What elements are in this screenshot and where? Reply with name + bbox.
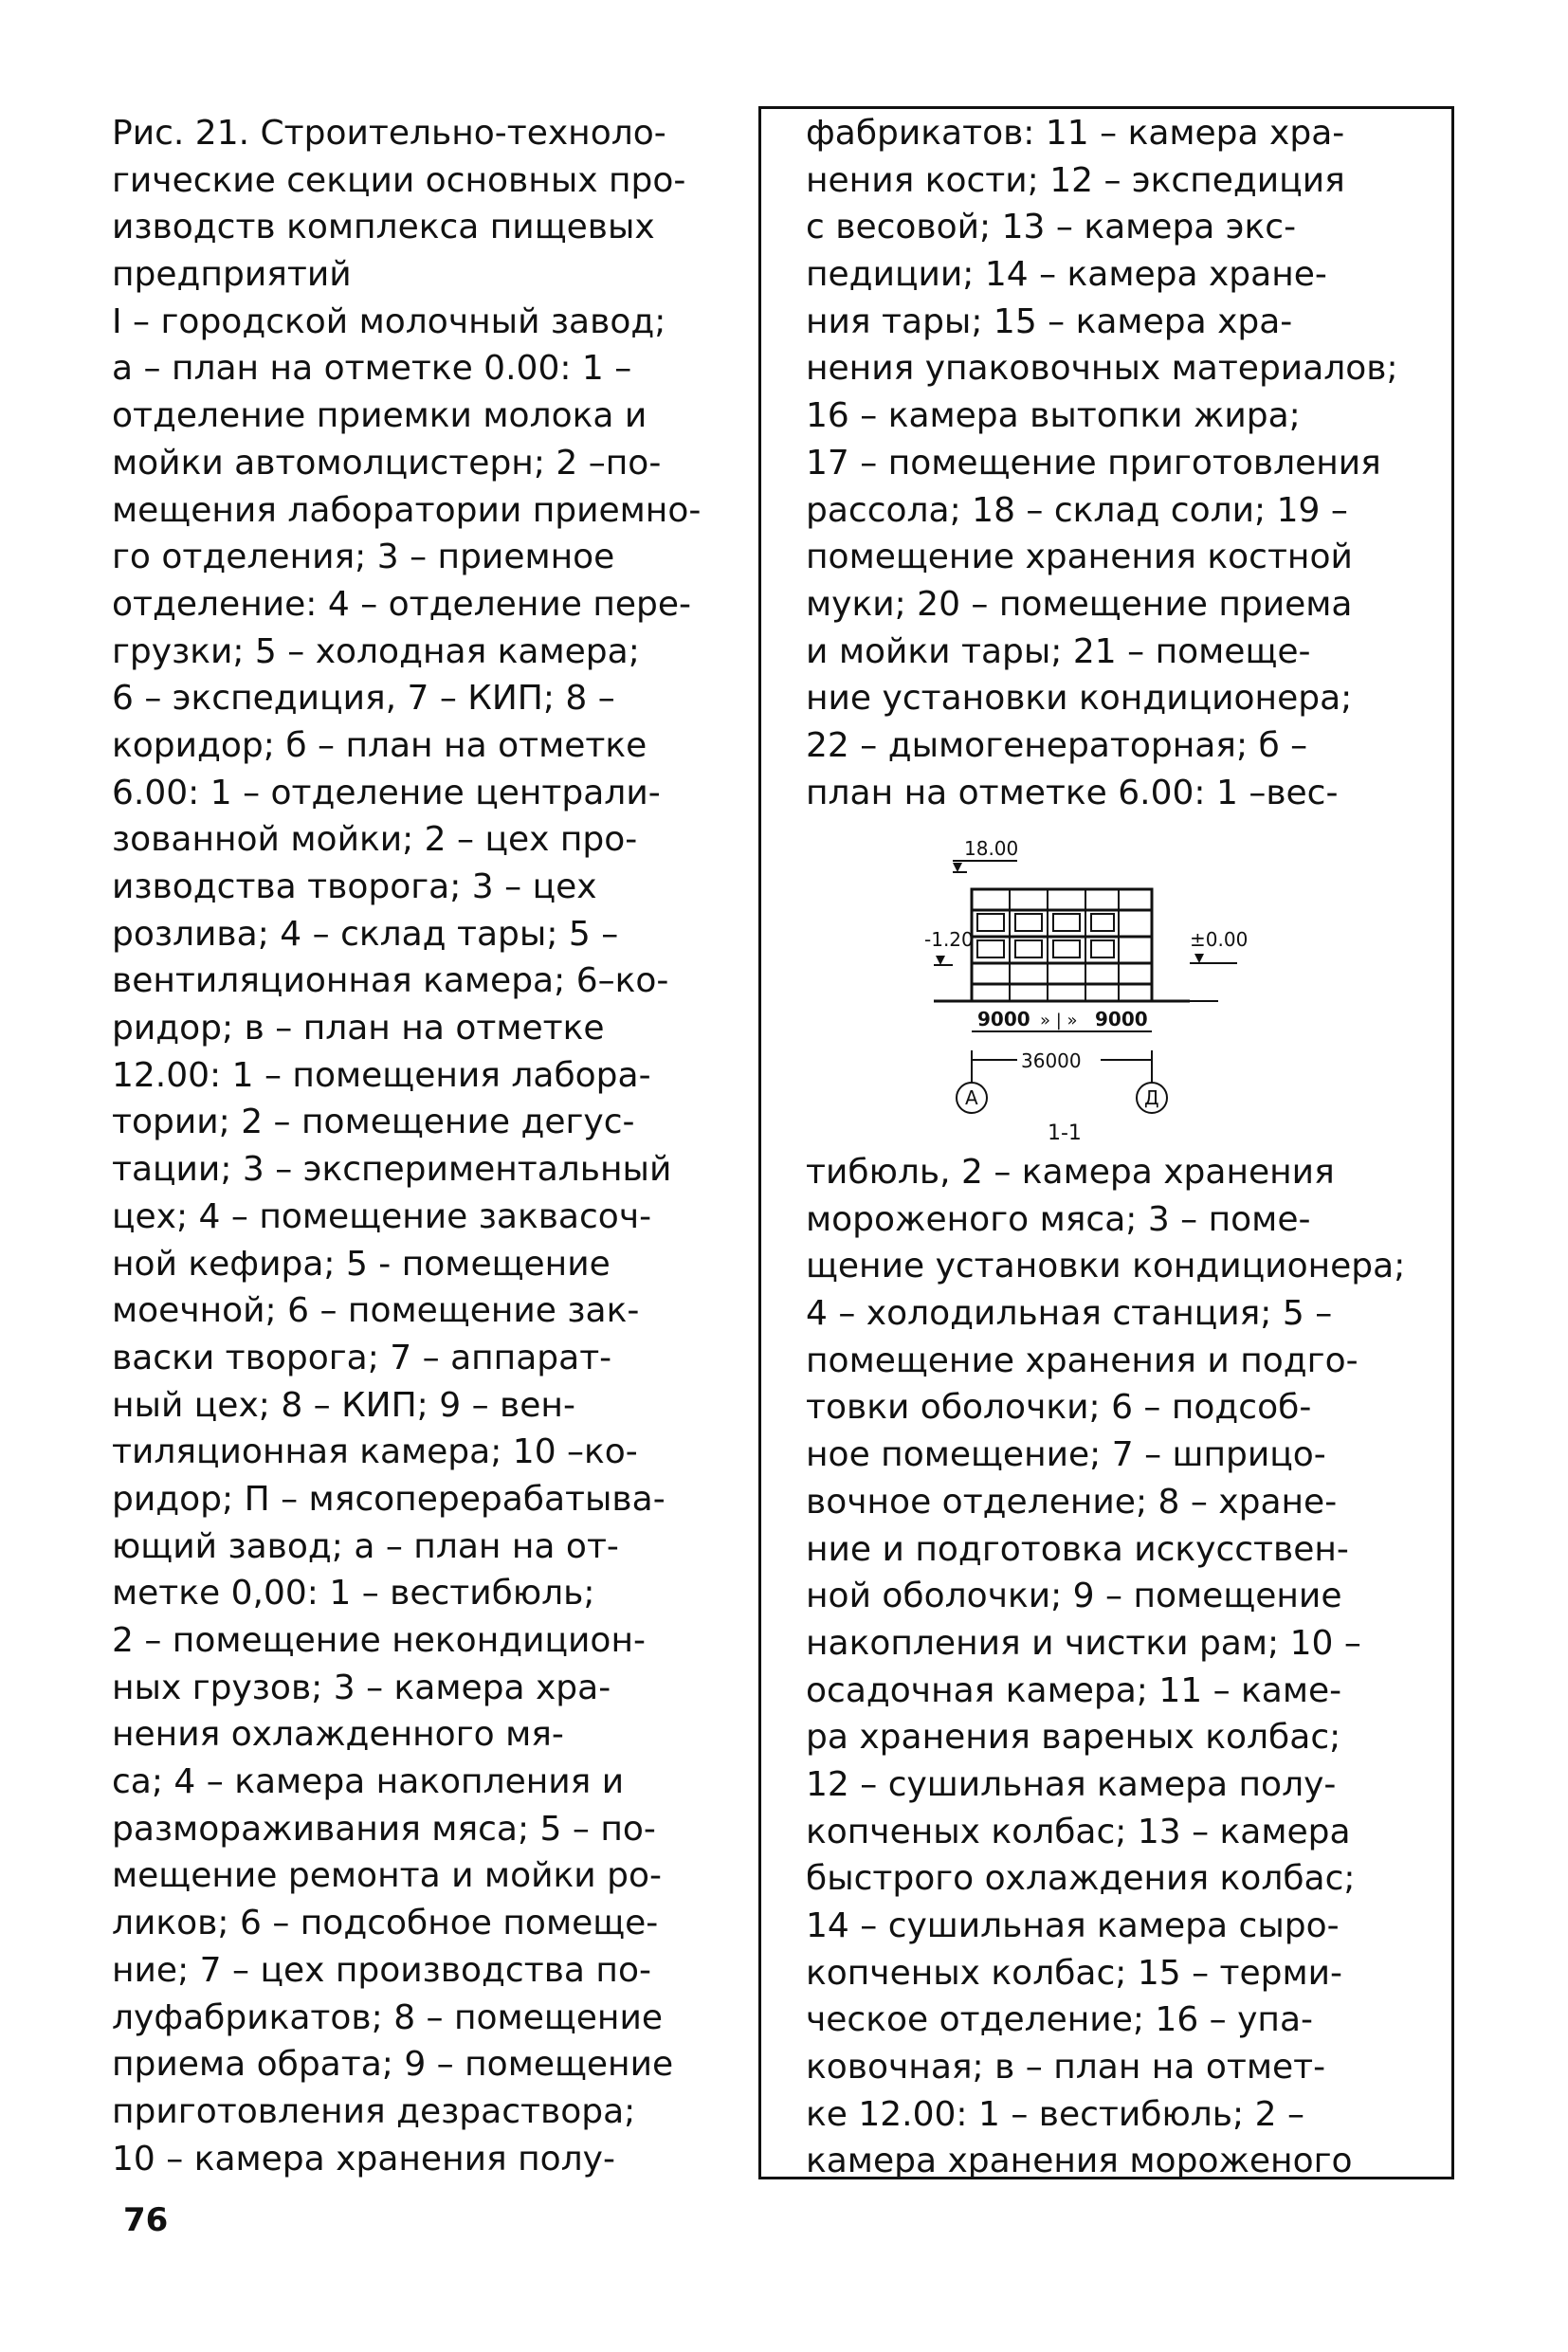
- text-line: ный цех; 8 – КИП; 9 – вен-: [112, 1385, 575, 1425]
- text-line: цех; 4 – помещение заквасоч-: [112, 1196, 652, 1236]
- text-line: приготовления дезраствора;: [112, 2091, 636, 2131]
- text-line: грузки; 5 – холодная камера;: [112, 631, 640, 671]
- axis-a-label: А: [965, 1086, 978, 1109]
- text-line: 6 – экспедиция, 7 – КИП; 8 –: [112, 679, 615, 719]
- text-line: коридор; б – план на отметке: [112, 725, 647, 765]
- text-line: 16 – камера вытопки жира;: [806, 396, 1301, 436]
- total-span-label: 36000: [1021, 1049, 1082, 1072]
- text-line: Рис. 21. Строительно-техноло-: [112, 114, 666, 153]
- right-column-top-rule: [758, 106, 1454, 109]
- text-line: ной оболочки; 9 – помещение: [806, 1577, 1342, 1616]
- text-line: рассола; 18 – склад соли; 19 –: [806, 490, 1348, 530]
- text-line: 10 – камера хранения полу-: [112, 2139, 615, 2179]
- text-line: мойки автомолцистерн; 2 –по-: [112, 443, 662, 483]
- text-line: тибюль, 2 – камера хранения: [806, 1153, 1335, 1192]
- text-line: отделение приемки молока и: [112, 396, 647, 436]
- text-line: нения кости; 12 – экспедиция: [806, 160, 1345, 200]
- text-line: предприятий: [112, 255, 352, 295]
- text-line: и мойки тары; 21 – помеще-: [806, 631, 1311, 671]
- text-line: ние установки кондиционера;: [806, 679, 1353, 719]
- text-line: помещение хранения и подго-: [806, 1340, 1358, 1380]
- level-marker-icon: [936, 956, 945, 965]
- building-frame: [934, 889, 1218, 1001]
- text-line: ридор; П – мясоперерабатыва-: [112, 1479, 665, 1519]
- text-line: товки оболочки; 6 – подсоб-: [806, 1388, 1312, 1428]
- text-line: васки творога; 7 – аппарат-: [112, 1338, 612, 1377]
- text-line: щение установки кондиционера;: [806, 1247, 1406, 1286]
- text-line: тиляционная камера; 10 –ко-: [112, 1432, 638, 1472]
- span-mid-label: » | »: [1040, 1011, 1078, 1030]
- text-line: ческое отделение; 16 – упа-: [806, 2000, 1314, 2040]
- text-line: ной кефира; 5 - помещение: [112, 1244, 611, 1284]
- text-line: 12 – сушильная камера полу-: [806, 1764, 1337, 1804]
- text-line: помещение хранения костной: [806, 538, 1353, 577]
- text-line: изводств комплекса пищевых: [112, 208, 655, 247]
- text-line: 6.00: 1 – отделение централи-: [112, 773, 661, 812]
- text-line: ющий завод; а – план на от-: [112, 1526, 619, 1566]
- text-line: гические секции основных про-: [112, 160, 686, 200]
- text-line: го отделения; 3 – приемное: [112, 538, 615, 577]
- span-left-label: 9000: [977, 1008, 1030, 1030]
- building-section-drawing: [905, 834, 1304, 1147]
- text-line: I – городской молочный завод;: [112, 301, 666, 341]
- text-line: тории; 2 – помещение дегус-: [112, 1103, 635, 1142]
- text-line: ное помещение; 7 – шприцо-: [806, 1435, 1326, 1475]
- text-line: зованной мойки; 2 – цех про-: [112, 820, 638, 860]
- text-line: ния тары; 15 – камера хра-: [806, 301, 1293, 341]
- left-column: [112, 110, 747, 2182]
- text-line: размораживания мяса; 5 – по-: [112, 1809, 656, 1849]
- text-line: 2 – помещение некондицион-: [112, 1621, 646, 1660]
- text-line: 22 – дымогенераторная; б –: [806, 725, 1308, 765]
- text-line: 12.00: 1 – помещения лабора-: [112, 1055, 651, 1095]
- text-line: нения упаковочных материалов;: [806, 349, 1398, 389]
- text-line: ковочная; в – план на отмет-: [806, 2048, 1326, 2088]
- level-marker-icon: [1194, 954, 1204, 963]
- text-line: луфабрикатов; 8 – помещение: [112, 1997, 663, 2037]
- span-right-label: 9000: [1095, 1008, 1148, 1030]
- text-line: копченых колбас; 15 – терми-: [806, 1953, 1343, 1993]
- text-line: накопления и чистки рам; 10 –: [806, 1623, 1361, 1663]
- text-line: осадочная камера; 11 – каме-: [806, 1670, 1342, 1710]
- text-line: а – план на отметке 0.00: 1 –: [112, 349, 632, 389]
- text-line: розлива; 4 – склад тары; 5 –: [112, 914, 619, 954]
- text-line: 17 – помещение приготовления: [806, 443, 1381, 483]
- text-line: са; 4 – камера накопления и: [112, 1762, 625, 1802]
- text-line: тации; 3 – экспериментальный: [112, 1150, 672, 1190]
- section-caption: 1-1: [1048, 1121, 1082, 1145]
- text-line: мороженого мяса; 3 – поме-: [806, 1199, 1311, 1239]
- text-line: вочное отделение; 8 – хране-: [806, 1482, 1338, 1522]
- left-level-mark: -1.20: [924, 928, 974, 951]
- text-line: педиции; 14 – камера хране-: [806, 255, 1327, 295]
- right-column-bottom: [806, 1149, 1450, 2185]
- text-line: ридор; в – план на отметке: [112, 1009, 605, 1048]
- axis-d-label: Д: [1144, 1086, 1159, 1109]
- text-line: ние и подготовка искусствен-: [806, 1529, 1349, 1569]
- text-line: камера хранения мороженого: [806, 2142, 1353, 2181]
- text-line: ке 12.00: 1 – вестибюль; 2 –: [806, 2094, 1304, 2134]
- page-number: 76: [123, 2201, 169, 2239]
- text-line: муки; 20 – помещение приема: [806, 584, 1353, 624]
- text-line: мещения лаборатории приемно-: [112, 490, 702, 530]
- text-line: нения охлажденного мя-: [112, 1715, 564, 1755]
- text-line: ликов; 6 – подсобное помеще-: [112, 1904, 659, 1943]
- text-line: вентиляционная камера; 6–ко-: [112, 961, 669, 1001]
- text-line: отделение: 4 – отделение пере-: [112, 584, 692, 624]
- text-line: метке 0,00: 1 – вестибюль;: [112, 1574, 595, 1614]
- text-line: изводства творога; 3 – цех: [112, 867, 597, 906]
- right-level-mark: ±0.00: [1190, 928, 1249, 951]
- top-level-mark: 18.00: [964, 837, 1019, 860]
- text-line: с весовой; 13 – камера экс-: [806, 208, 1297, 247]
- text-line: быстрого охлаждения колбас;: [806, 1859, 1356, 1899]
- text-line: план на отметке 6.00: 1 –вес-: [806, 773, 1339, 812]
- text-line: фабрикатов: 11 – камера хра-: [806, 114, 1345, 153]
- text-line: моечной; 6 – помещение зак-: [112, 1291, 640, 1331]
- text-line: копченых колбас; 13 – камера: [806, 1812, 1351, 1851]
- text-line: ра хранения вареных колбас;: [806, 1718, 1341, 1758]
- text-line: мещение ремонта и мойки ро-: [112, 1856, 662, 1896]
- level-marker-icon: [953, 863, 962, 872]
- text-line: 4 – холодильная станция; 5 –: [806, 1294, 1333, 1334]
- text-line: приема обрата; 9 – помещение: [112, 2045, 674, 2085]
- text-line: ных грузов; 3 – камера хра-: [112, 1668, 611, 1707]
- right-column-top: [806, 110, 1450, 816]
- text-line: 14 – сушильная камера сыро-: [806, 1906, 1340, 1945]
- text-line: ние; 7 – цех производства по-: [112, 1950, 651, 1990]
